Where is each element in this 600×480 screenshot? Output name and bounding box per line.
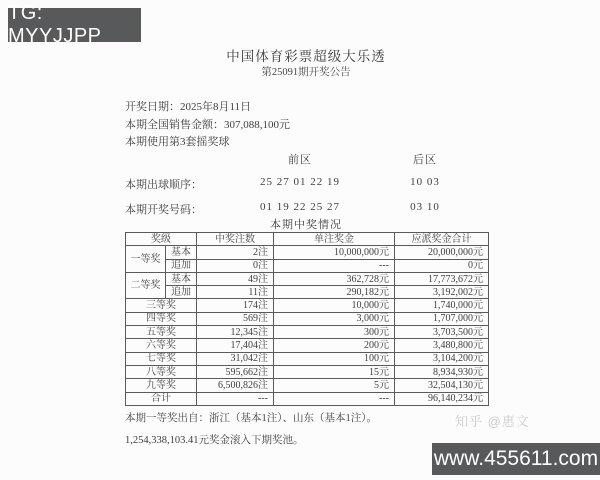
draw-order-front-numbers: 25 27 01 22 19 xyxy=(260,176,340,188)
table-row xyxy=(126,286,489,299)
sales-amount-line: 本期全国销售金额：307,088,100元 xyxy=(125,118,290,131)
zone-header-spacer xyxy=(125,151,245,167)
total-prize-cell: 3,192,002元 xyxy=(395,286,489,299)
single-prize-cell: 300元 xyxy=(274,326,395,339)
level-cell: 九等奖 xyxy=(126,379,197,392)
level-cell: 三等奖 xyxy=(126,299,197,312)
table-row xyxy=(126,326,489,339)
single-prize-cell: 10,000,000元 xyxy=(274,246,395,259)
draw-order-back-numbers: 10 03 xyxy=(410,176,440,188)
total-prize-cell: 20,000,000元 xyxy=(395,246,489,259)
table-row xyxy=(126,259,489,272)
level-cell: 五等奖 xyxy=(126,326,197,339)
back-zone-header: 后区 xyxy=(413,154,437,166)
count-cell: 174注 xyxy=(197,299,274,312)
table-row xyxy=(126,299,489,312)
website-banner xyxy=(432,443,600,475)
zhihu-watermark: 知乎 @惠文 xyxy=(455,414,530,429)
header-count: 中奖注数 xyxy=(197,233,274,246)
website-url-text: www.455611.com xyxy=(433,447,599,470)
table-row xyxy=(126,246,489,259)
level-cell: 七等奖 xyxy=(126,352,197,365)
prize-table xyxy=(125,232,489,406)
level-cell: 一等奖 xyxy=(126,246,166,273)
count-cell: 12,345注 xyxy=(197,326,274,339)
subtype-cell: 追加 xyxy=(166,286,197,299)
header-level: 奖级 xyxy=(126,233,197,246)
issue-subtitle: 第25091期开奖公告 xyxy=(261,67,351,78)
table-row xyxy=(126,272,489,285)
ball-set-line: 本期使用第3套摇奖球 xyxy=(125,136,230,148)
count-cell: 49注 xyxy=(197,272,274,285)
total-prize-cell: 96,140,234元 xyxy=(395,392,489,405)
single-prize-cell: 10,000元 xyxy=(274,299,395,312)
count-cell: 31,042注 xyxy=(197,352,274,365)
count-cell: 17,404注 xyxy=(197,339,274,352)
total-prize-cell: 17,773,672元 xyxy=(395,272,489,285)
count-cell: 11注 xyxy=(197,286,274,299)
total-prize-cell: 3,703,500元 xyxy=(395,326,489,339)
first-prize-origin-line: 本期一等奖出自：浙江（基本1注）、山东（基本1注）。 xyxy=(125,413,377,424)
level-cell: 四等奖 xyxy=(126,312,197,325)
total-prize-cell: 0元 xyxy=(395,259,489,272)
single-prize-cell: 290,182元 xyxy=(274,286,395,299)
total-prize-cell: 1,740,000元 xyxy=(395,299,489,312)
single-prize-cell: 15元 xyxy=(274,365,395,378)
count-cell: 6,500,826注 xyxy=(197,379,274,392)
count-cell: --- xyxy=(197,392,274,405)
total-prize-cell: 8,934,930元 xyxy=(395,365,489,378)
winning-numbers-back: 03 10 xyxy=(410,201,440,213)
single-prize-cell: 3,000元 xyxy=(274,312,395,325)
count-cell: 569注 xyxy=(197,312,274,325)
draw-date-line: 开奖日期：2025年8月11日 xyxy=(125,101,252,113)
single-prize-cell: 100元 xyxy=(274,352,395,365)
total-prize-cell: 1,707,000元 xyxy=(395,312,489,325)
count-cell: 595,662注 xyxy=(197,365,274,378)
number-zones-section xyxy=(125,151,487,217)
front-zone-header: 前区 xyxy=(288,154,312,166)
single-prize-cell: 200元 xyxy=(274,339,395,352)
subtype-cell: 追加 xyxy=(166,259,197,272)
total-prize-cell: 3,104,200元 xyxy=(395,352,489,365)
single-prize-cell: 362,728元 xyxy=(274,272,395,285)
table-row-total xyxy=(126,392,489,405)
table-row xyxy=(126,365,489,378)
subtype-cell: 基本 xyxy=(166,272,197,285)
page-title: 中国体育彩票超级大乐透 xyxy=(226,49,386,64)
single-prize-cell: --- xyxy=(274,259,395,272)
prize-table-title: 本期中奖情况 xyxy=(270,219,342,231)
total-prize-cell: 32,504,130元 xyxy=(395,379,489,392)
table-row xyxy=(126,352,489,365)
jackpot-rollover-line: 1,254,338,103.41元奖金滚入下期奖池。 xyxy=(125,435,304,446)
header-single-prize: 单注奖金 xyxy=(274,233,395,246)
draw-order-label: 本期出球顺序： xyxy=(125,179,202,191)
draw-info-block xyxy=(125,99,487,152)
subtype-cell: 基本 xyxy=(166,246,197,259)
level-cell: 六等奖 xyxy=(126,339,197,352)
level-cell: 合计 xyxy=(126,392,197,405)
table-row xyxy=(126,379,489,392)
table-row xyxy=(126,339,489,352)
table-row xyxy=(126,312,489,325)
single-prize-cell: 5元 xyxy=(274,379,395,392)
total-prize-cell: 3,480,800元 xyxy=(395,339,489,352)
winning-numbers-label: 本期开奖号码： xyxy=(125,204,202,216)
winning-numbers-front: 01 19 22 25 27 xyxy=(260,201,340,213)
telegram-watermark-badge xyxy=(8,2,141,47)
count-cell: 0注 xyxy=(197,259,274,272)
telegram-watermark-text: TG: MYYJJPP xyxy=(8,2,102,47)
header-total-prize: 应派奖金合计 xyxy=(395,233,489,246)
single-prize-cell: --- xyxy=(274,392,395,405)
level-cell: 八等奖 xyxy=(126,365,197,378)
level-cell: 二等奖 xyxy=(126,272,166,299)
count-cell: 2注 xyxy=(197,246,274,259)
prize-table-header-row xyxy=(126,233,489,246)
